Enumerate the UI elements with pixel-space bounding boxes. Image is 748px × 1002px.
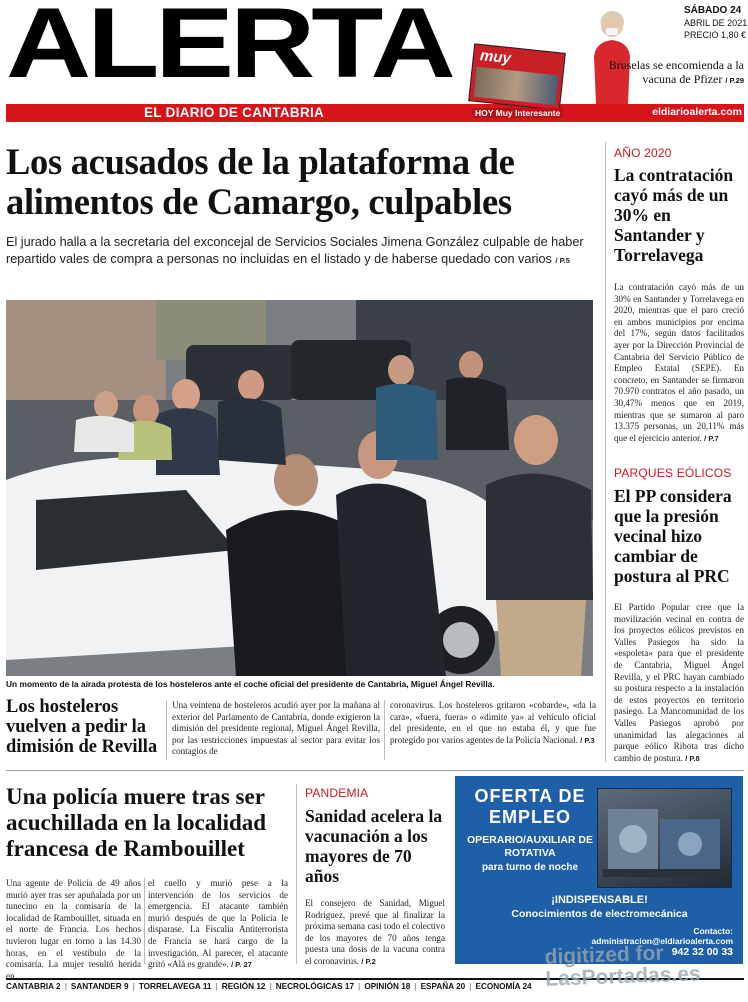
bottom2-body <box>305 898 445 968</box>
watermark <box>544 941 701 990</box>
ad-contact-label: Contacto: <box>693 926 733 936</box>
section-index-separator: | <box>132 982 135 991</box>
bottom2-tag: PANDEMIA <box>305 786 369 800</box>
section-index-item[interactable] <box>6 980 61 994</box>
masthead-bar <box>6 104 744 122</box>
section-index-item[interactable] <box>364 980 410 994</box>
press-machine-icon <box>598 789 731 887</box>
section-index-item[interactable] <box>71 980 129 994</box>
ad-email-link[interactable]: administracion@eldiarioalerta.com <box>591 936 733 946</box>
right1-headline[interactable]: La contratación cayó más de un 30% en Santander y Torrelavega <box>614 165 734 265</box>
right-column-divider <box>605 142 606 762</box>
section-index-page: 12 <box>256 982 266 991</box>
column-divider <box>166 700 167 760</box>
section-index-name: OPINIÓN <box>364 982 402 991</box>
section-index-separator: | <box>358 982 361 991</box>
protest-photo-illustration <box>6 300 593 676</box>
section-index-page: 17 <box>344 982 355 991</box>
ad-urgent: ¡INDISPENSABLE! <box>551 894 648 906</box>
bottom2-headline[interactable]: Sanidad acelera la vacunación a los mayores de 70 años <box>305 806 443 886</box>
section-index-name: SANTANDER <box>70 982 124 991</box>
ad-title: OFERTA DE EMPLEO <box>474 786 586 827</box>
issue-date: ABRIL DE 2021 <box>684 18 748 28</box>
secondary-body-col2-text: coronavirus. Los hosteleros gritaron «cobarde», «da la cara», «fuera, fuera» o «dimite ya» al vehículo oficial del presidente, en el que no estaba él, y que fue protegido por varios agentes de la Policía Nacional. <box>390 700 596 745</box>
column-divider <box>296 784 297 964</box>
section-index-page: 9 <box>123 982 129 991</box>
masthead-logo: ALERTA <box>6 0 452 99</box>
section-index-name: TORRELAVEGA <box>138 982 203 991</box>
section-index-name: ESPAÑA <box>420 982 457 991</box>
right1-body-text: La contratación cayó más de un 30% en Santander y Torrelavega en 2020, mientras que el paro creció en ambos municipios por encima del 17%, según datos facilitados ayer por la Dirección Provincial de Cantabria del Servicio Público de Empleo Estatal (SEPE). En concreto, en Santander se firmaron 70.970 contratos el año pasado, un 30,47% menos que en 2019, mientras que se sumaron al paro 13.375 personas, un 20,11% más que el ejercicio anterior. <box>614 282 744 443</box>
secondary-body-col1: Una veintena de hosteleros acudió ayer por la mañana al exterior del Parlamento de Cantabria, donde exigieron la dimisión del presidente regional, Miguel Ángel Revilla, por las restricciones impuestas al sector para evitar los contagios de <box>172 700 380 757</box>
main-deck <box>6 234 596 269</box>
right2-body <box>614 602 744 764</box>
promo-magazine-title: muy <box>479 47 512 68</box>
section-index-name: REGIÓN <box>221 982 257 991</box>
section-index-separator: | <box>269 982 272 991</box>
main-headline[interactable]: Los acusados de la plataforma de alimentos de Camargo, culpables <box>6 141 515 222</box>
masthead-website[interactable]: eldiarioalerta.com <box>652 106 742 118</box>
right2-body-text: El Partido Popular cree que la movilización vecinal en contra de los proyectos eólicos previstos en Valles Pasiegos ha sido la «espoleta» para que el presidente de Cantabria, Miguel Ángel Revilla, y el PRC hayan cambiado su postura respecto a la instalación de estos proyectos en territorio pasiego. La Mancomunidad de los Valles Pasiegos aprobó por unanimidad las alegaciones al parque eólico Ribota tras dicho cambio de postura. <box>614 602 744 763</box>
watermark-line1: digitized for <box>544 941 664 969</box>
secondary-headline[interactable]: Los hosteleros vuelven a pedir la dimisión de Revilla <box>6 697 158 757</box>
watermark-line2: LasPortadas.es <box>545 962 701 991</box>
section-index-page: 2 <box>56 982 61 991</box>
right2-tag: PARQUES EÓLICOS <box>614 466 732 480</box>
bottom1-page: / P. 27 <box>231 960 252 970</box>
right1-body <box>614 282 744 444</box>
section-index-page: 18 <box>401 982 411 991</box>
masthead-subtitle: EL DIARIO DE CANTABRIA <box>144 105 325 120</box>
promo-magazine-cover[interactable] <box>468 43 566 110</box>
section-index-name: CANTABRIA <box>6 982 57 991</box>
bottom1-body-col1: Una agente de Policía de 49 años murió ayer tras ser apuñalada por un tunecino en la comisaría de la localidad de Rambouillet, situada en el norte de Francia. Los hechos tuvieron lugar en torno a las 14.30 horas, en el vestíbulo de la comisaría. La mujer resultó herida en <box>6 878 141 981</box>
issue-info <box>684 5 747 41</box>
bottom1-body-col2-text: el cuello y murió pese a la intervención de los servicios de emergencia. El atacante también murió después de que la Policía le disparase. La Fiscalía Antiterrorista de Francia se hará cargo de la investigación. Al parecer, el atacante gritó «Alá es grande». <box>148 878 288 970</box>
top-teaser-text: Bruselas se encomienda a la vacuna de Pfizer <box>608 58 744 86</box>
main-deck-text: El jurado halla a la secretaria del exconcejal de Servicios Sociales Jimena González culpable de haber repartido vales de compra a personas no incluidas en el listado y de haberse quedado con varios <box>6 235 584 266</box>
section-index-separator: | <box>64 982 67 991</box>
section-index-name: ECONOMÍA <box>475 982 523 991</box>
section-index-page: 11 <box>202 982 212 991</box>
main-photo <box>6 300 593 676</box>
top-teaser[interactable] <box>606 58 744 88</box>
secondary-body-col2 <box>390 700 596 746</box>
main-deck-page: / P.5 <box>555 256 570 265</box>
right2-page: / P.8 <box>685 753 700 763</box>
photo-caption: Un momento de la airada protesta de los hosteleros ante el coche oficial del presidente de Cantabria, Miguel Ángel Revilla. <box>6 679 495 689</box>
section-index-name: NECROLÓGICAS <box>275 982 345 991</box>
ad-job-title: OPERARIO/AUXILIAR DE ROTATIVA <box>467 834 594 859</box>
ad-shift: para turno de noche <box>481 862 579 873</box>
top-teaser-page: / P.29 <box>725 76 744 85</box>
bottom2-body-text: El consejero de Sanidad, Miguel Rodríguez, prevé que al finalizar la próxima semana casi todo el colectivo de los mayores de 70 años tenga puesta una dosis de la vacuna contra el coronavirus. <box>305 898 445 966</box>
section-index-page: 20 <box>456 982 466 991</box>
section-index-separator: | <box>414 982 417 991</box>
ad-press-machine-image <box>597 788 732 888</box>
promo-caption: HOY Muy Interesante <box>472 108 563 118</box>
section-index-item[interactable] <box>276 980 354 994</box>
section-index-item[interactable] <box>139 980 212 994</box>
column-divider <box>384 700 385 760</box>
teaser-person-photo <box>590 4 634 104</box>
section-index-item[interactable] <box>421 980 466 994</box>
bottom2-page: / P.2 <box>361 956 376 966</box>
bottom1-body-col2 <box>148 878 288 971</box>
issue-day: SÁBADO 24 <box>684 5 742 16</box>
section-index-separator: | <box>215 982 218 991</box>
section-index-separator: | <box>469 982 472 991</box>
ad-phone[interactable]: 942 32 00 33 <box>671 946 733 958</box>
bottom1-headline[interactable]: Una policía muere tras ser acuchillada en la localidad francesa de Rambouillet <box>6 784 267 861</box>
section-index-item[interactable] <box>475 980 531 994</box>
ad-requirement: Conocimientos de electromecánica <box>511 908 688 920</box>
secondary-page: / P.3 <box>580 735 595 745</box>
section-divider <box>6 770 744 771</box>
promo-magazine-image <box>474 67 559 105</box>
job-advertisement[interactable] <box>455 776 743 964</box>
issue-price: PRECIO 1,80 € <box>684 30 747 40</box>
section-index-item[interactable] <box>222 980 266 994</box>
right1-page: / P.7 <box>704 433 719 443</box>
right1-tag: AÑO 2020 <box>614 146 672 160</box>
right2-headline[interactable]: El PP considera que la presión vecinal hizo cambiar de postura al PRC <box>614 486 732 586</box>
column-divider <box>144 878 145 964</box>
section-index-page: 24 <box>522 982 532 991</box>
